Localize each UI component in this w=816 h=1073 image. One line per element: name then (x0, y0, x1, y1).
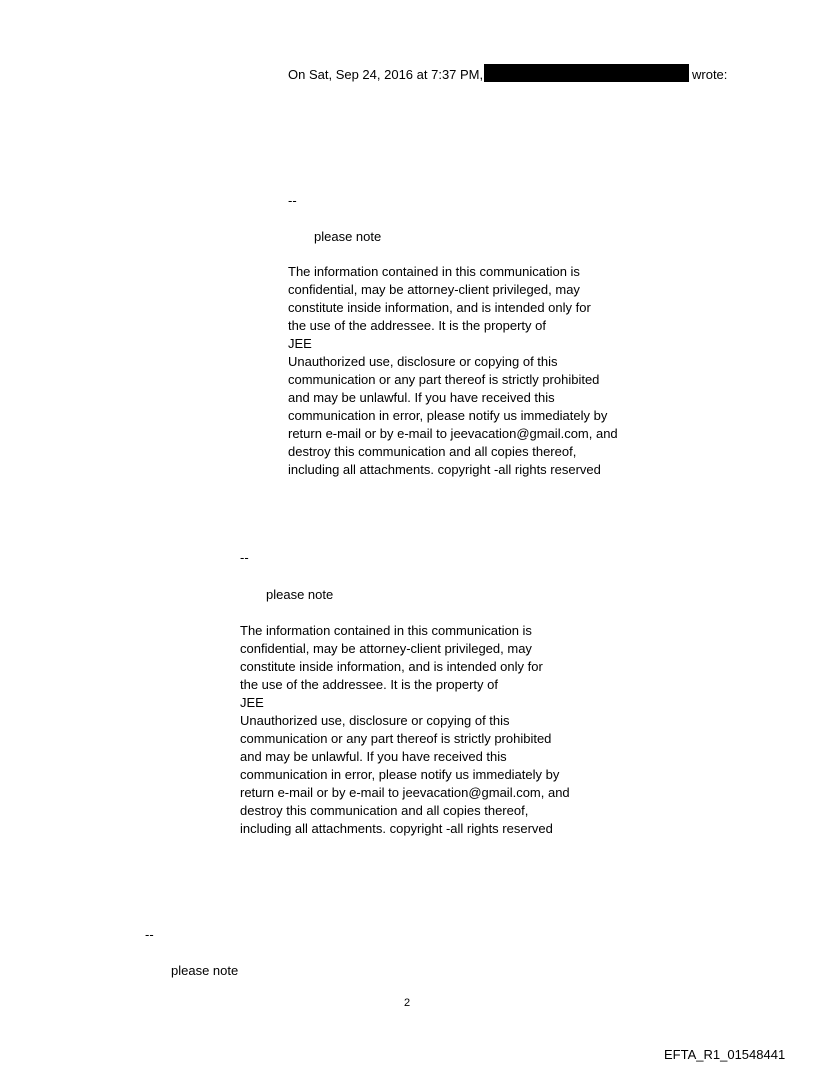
disclaimer-line: communication or any part thereof is strictly prohibited (240, 731, 552, 746)
please-note-label: please note (171, 963, 239, 978)
disclaimer-text-block (240, 622, 570, 838)
disclaimer-line: The information contained in this communication is (288, 264, 580, 279)
document-id: EFTA_R1_01548441 (664, 1047, 786, 1062)
signature-separator: -- (145, 927, 154, 942)
disclaimer-line: Unauthorized use, disclosure or copying of this (288, 354, 558, 369)
disclaimer-line: The information contained in this communication is (240, 623, 532, 638)
disclaimer-line: communication in error, please notify us immediately by (288, 408, 608, 423)
disclaimer-line: JEE (288, 336, 312, 351)
please-note-label: please note (314, 229, 382, 244)
signature-separator: -- (288, 193, 297, 208)
disclaimer-line: including all attachments. copyright -all rights reserved (288, 462, 601, 477)
disclaimer-line: return e-mail or by e-mail to jeevacation@gmail.com, and (288, 426, 618, 441)
please-note-label: please note (266, 587, 334, 602)
disclaimer-line: including all attachments. copyright -all rights reserved (240, 821, 553, 836)
disclaimer-line: communication or any part thereof is strictly prohibited (288, 372, 600, 387)
disclaimer-line: the use of the addressee. It is the property of (288, 318, 546, 333)
disclaimer-line: the use of the addressee. It is the property of (240, 677, 498, 692)
disclaimer-line: constitute inside information, and is intended only for (240, 659, 543, 674)
page-number: 2 (404, 997, 411, 1009)
disclaimer-line: JEE (240, 695, 264, 710)
redaction-bar (484, 64, 689, 82)
disclaimer-line: destroy this communication and all copies thereof, (288, 444, 577, 459)
disclaimer-line: constitute inside information, and is intended only for (288, 300, 591, 315)
disclaimer-line: confidential, may be attorney-client privileged, may (288, 282, 580, 297)
email-header-prefix: On Sat, Sep 24, 2016 at 7:37 PM, (288, 67, 484, 82)
disclaimer-line: and may be unlawful. If you have received this (240, 749, 507, 764)
disclaimer-line: and may be unlawful. If you have received this (288, 390, 555, 405)
disclaimer-text-block (288, 263, 618, 479)
disclaimer-line: Unauthorized use, disclosure or copying of this (240, 713, 510, 728)
email-header-wrote: wrote: (692, 67, 728, 82)
disclaimer-line: return e-mail or by e-mail to jeevacation@gmail.com, and (240, 785, 570, 800)
disclaimer-line: communication in error, please notify us immediately by (240, 767, 560, 782)
disclaimer-line: confidential, may be attorney-client privileged, may (240, 641, 532, 656)
disclaimer-line: destroy this communication and all copies thereof, (240, 803, 529, 818)
signature-separator: -- (240, 550, 249, 565)
